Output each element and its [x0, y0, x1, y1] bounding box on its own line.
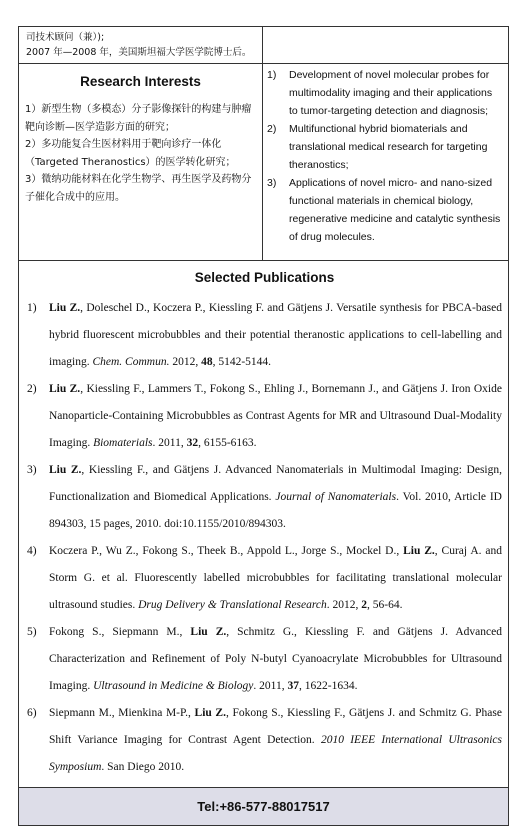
research-en-number: 3)	[267, 177, 277, 189]
publication-body: , Kiessling F., and Gätjens J. Advanced Nanomaterials in Multimodal Imaging: Design, Functionalization and Biomedical Applications.	[49, 464, 502, 503]
research-cn-item: 2）多功能复合生医材料用于靶向诊疗一体化（Targeted Theranostics）的医学转化研究；	[25, 139, 236, 168]
telephone-number: Tel:+86-577-88017517	[197, 799, 330, 814]
publication-journal: Drug Delivery & Translational Research	[138, 599, 327, 611]
publication-year: . 2011,	[152, 437, 187, 449]
publication-body: , Fokong S., Kiessling F., Gätjens J. and Schmitz G. Phase Shift Variance Imaging for Contrast Agent Detection.	[49, 707, 502, 746]
publications-title: Selected Publications	[194, 270, 335, 285]
publication-volume: 48	[201, 356, 213, 368]
research-cn-item: 3）微纳功能材料在化学生物学、再生医学及药物分子催化合成中的应用。	[25, 174, 252, 203]
research-en-text: Development of novel molecular probes for multimodality imaging and their applications to tumor-targeting detection and diagnosis;	[289, 69, 493, 117]
research-en-text: Applications of novel micro- and nano-sized functional materials in chemical biology, regenerative medicine and catalytic synthesis of drug molecules.	[289, 177, 501, 243]
publication-item	[27, 619, 502, 700]
publication-author-highlight: Liu Z.	[49, 464, 82, 476]
publication-details: . San Diego 2010.	[101, 761, 185, 773]
research-en-item	[266, 66, 502, 120]
publication-text	[49, 295, 502, 376]
research-cn-item: 1）新型生物（多模态）分子影像探针的构建与肿瘤靶向诊断—医学造影方面的研究；	[25, 104, 252, 133]
publication-number: 6)	[27, 707, 37, 719]
publication-coauthors: Koczera P., Wu Z., Fokong S., Theek B., Appold L., Jorge S., Mockel D.,	[49, 545, 404, 557]
research-en-number: 1)	[267, 69, 277, 81]
publication-number: 4)	[27, 545, 37, 557]
publication-author-highlight: Liu Z.	[194, 707, 226, 719]
publication-author-highlight: Liu Z.	[403, 545, 435, 557]
education-empty-cell	[263, 27, 508, 63]
cv-page	[18, 26, 509, 826]
publication-body: , Kiessling F., Lammers T., Fokong S., Ehling J., Bornemann J., and Gätjens J. Iron Oxide Nanoparticle-Containing Microbubbles as Contrast Agents for MR and Ultrasound Dual-Modality Imaging.	[49, 383, 502, 449]
research-interests-cn-cell	[19, 64, 263, 260]
publication-number: 2)	[27, 383, 37, 395]
education-cell	[19, 27, 263, 63]
contact-footer	[19, 788, 508, 825]
publication-number: 1)	[27, 302, 37, 314]
publication-author-highlight: Liu Z.	[49, 383, 81, 395]
publication-text	[49, 376, 502, 457]
publication-pages: , 56-64.	[367, 599, 403, 611]
publication-item	[27, 700, 502, 781]
publication-text	[49, 619, 502, 700]
publication-item	[27, 538, 502, 619]
publication-volume: 32	[186, 437, 199, 449]
publication-journal: Biomaterials	[93, 437, 153, 449]
publication-text	[49, 457, 502, 538]
publication-body: , Doleschel D., Koczera P., Kiessling F. and Gätjens J. Versatile synthesis for PBCA-based hybrid fluorescent microbubbles and their potential theranostic applications to cell-labelling and imaging.	[49, 302, 503, 368]
publication-item	[27, 376, 502, 457]
publication-pages: , 6155-6163.	[198, 437, 257, 449]
publication-body: , Curaj A. and Storm G. et al. Fluorescently labelled microbubbles for facilitating translational molecular ultrasound studies.	[49, 545, 502, 611]
publication-number: 3)	[27, 464, 37, 476]
publication-author-highlight: Liu Z.	[190, 626, 227, 638]
research-interests-row	[19, 64, 508, 261]
publication-item	[27, 457, 502, 538]
publication-year: . 2011,	[253, 680, 288, 692]
publication-body: , Schmitz G., Kiessling F. and Gätjens J. Advanced Characterization and Refinement of Poly N-butyl Cyanoacrylate Microbubbles for Ultrasound Imaging.	[49, 626, 503, 692]
publication-text	[49, 700, 502, 781]
publication-journal: Ultrasound in Medicine & Biology	[93, 680, 254, 692]
publication-text	[49, 538, 502, 619]
education-line-1: 司技术顾问（兼）);	[26, 32, 105, 43]
education-row	[19, 27, 508, 64]
publication-pages: , 5142-5144.	[212, 356, 272, 368]
research-cn-list	[25, 101, 256, 206]
publication-journal: Journal of Nanomaterials	[275, 491, 397, 503]
publication-item	[27, 295, 502, 376]
publication-number: 5)	[27, 626, 37, 638]
publication-year: 2012,	[169, 356, 202, 368]
publication-coauthors: Siepmann M., Mienkina M-P.,	[49, 707, 195, 719]
publication-journal: Chem. Commun.	[92, 356, 170, 368]
publication-journal: 2010 IEEE International Ultrasonics Symposium	[49, 734, 502, 773]
publication-coauthors: Fokong S., Siepmann M.,	[49, 626, 191, 638]
education-line-2: 2007 年—2008 年，美国斯坦福大学医学院博士后。	[26, 46, 252, 58]
publication-year: . 2012,	[326, 599, 362, 611]
research-interests-en-cell	[263, 64, 508, 260]
research-en-item	[266, 120, 502, 174]
research-en-text: Multifunctional hybrid biomaterials and translational medical research for targeting theranostics;	[289, 123, 488, 171]
publication-volume: 37	[287, 680, 299, 692]
research-en-number: 2)	[267, 123, 277, 135]
publication-pages: , 1622-1634.	[299, 680, 358, 692]
publication-details: . Vol. 2010, Article ID 894303, 15 pages, 2010. doi:10.1155/2010/894303.	[49, 491, 502, 530]
research-interests-title: Research Interests	[80, 74, 201, 89]
publication-author-highlight: Liu Z.	[49, 302, 81, 314]
publications-section	[19, 261, 508, 788]
publication-volume: 2	[361, 599, 368, 611]
research-en-item	[266, 174, 502, 246]
